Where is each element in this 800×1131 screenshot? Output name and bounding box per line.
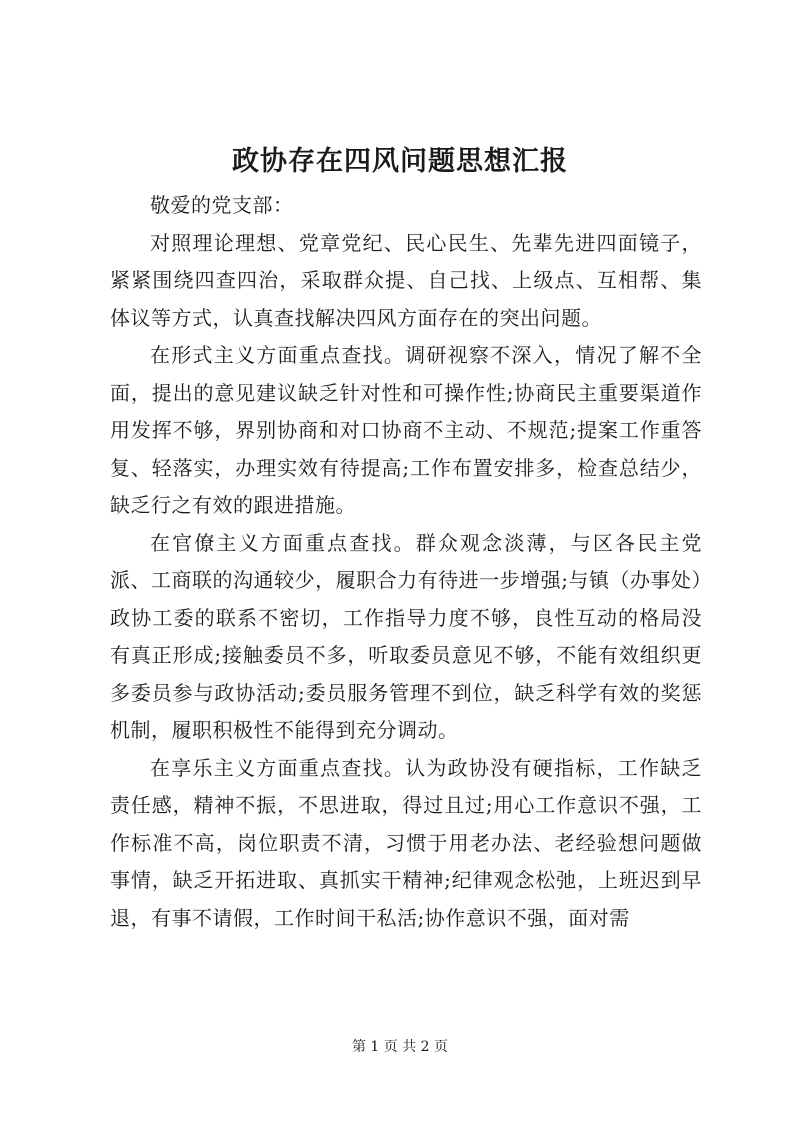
page-number: 第 1 页 共 2 页: [351, 1039, 449, 1055]
salutation: 敬爱的党支部：: [150, 193, 294, 217]
page-footer: [0, 1037, 800, 1057]
paragraph-intro: 对照理论理想、党章党纪、民心民生、先辈先进四面镜子，紧紧围绕四查四治，采取群众提、自己找、上级点、互相帮、集体议等方式，认真查找解决四风方面存在的突出问题。: [110, 230, 702, 330]
paragraph-formalism: 在形式主义方面重点查找。调研视察不深入，情况了解不全面，提出的意见建议缺乏针对性和可操作性;协商民主重要渠道作用发挥不够，界别协商和对口协商不主动、不规范;提案工作重答复、轻落实，办理实效有待提高;工作布置安排多，检查总结少，缺乏行之有效的跟进措施。: [110, 343, 702, 517]
document-title: 政协存在四风问题思想汇报: [232, 146, 568, 177]
document-body: [110, 187, 702, 937]
paragraph-hedonism: 在享乐主义方面重点查找。认为政协没有硬指标，工作缺乏责任感，精神不振，不思进取，得过且过;用心工作意识不强，工作标准不高，岗位职责不清，习惯于用老办法、老经验想问题做事情，缺乏开拓进取、真抓实干精神;纪律观念松弛，上班迟到早退，有事不请假，工作时间干私活;协作意识不强，面对需: [110, 755, 702, 930]
paragraph-bureaucratism: 在官僚主义方面重点查找。群众观念淡薄，与区各民主党派、工商联的沟通较少，履职合力有待进一步增强;与镇（办事处）政协工委的联系不密切，工作指导力度不够，良性互动的格局没有真正形成;接触委员不多，听取委员意见不够，不能有效组织更多委员参与政协活动;委员服务管理不到位，缺乏科学有效的奖惩机制，履职积极性不能得到充分调动。: [110, 530, 702, 742]
